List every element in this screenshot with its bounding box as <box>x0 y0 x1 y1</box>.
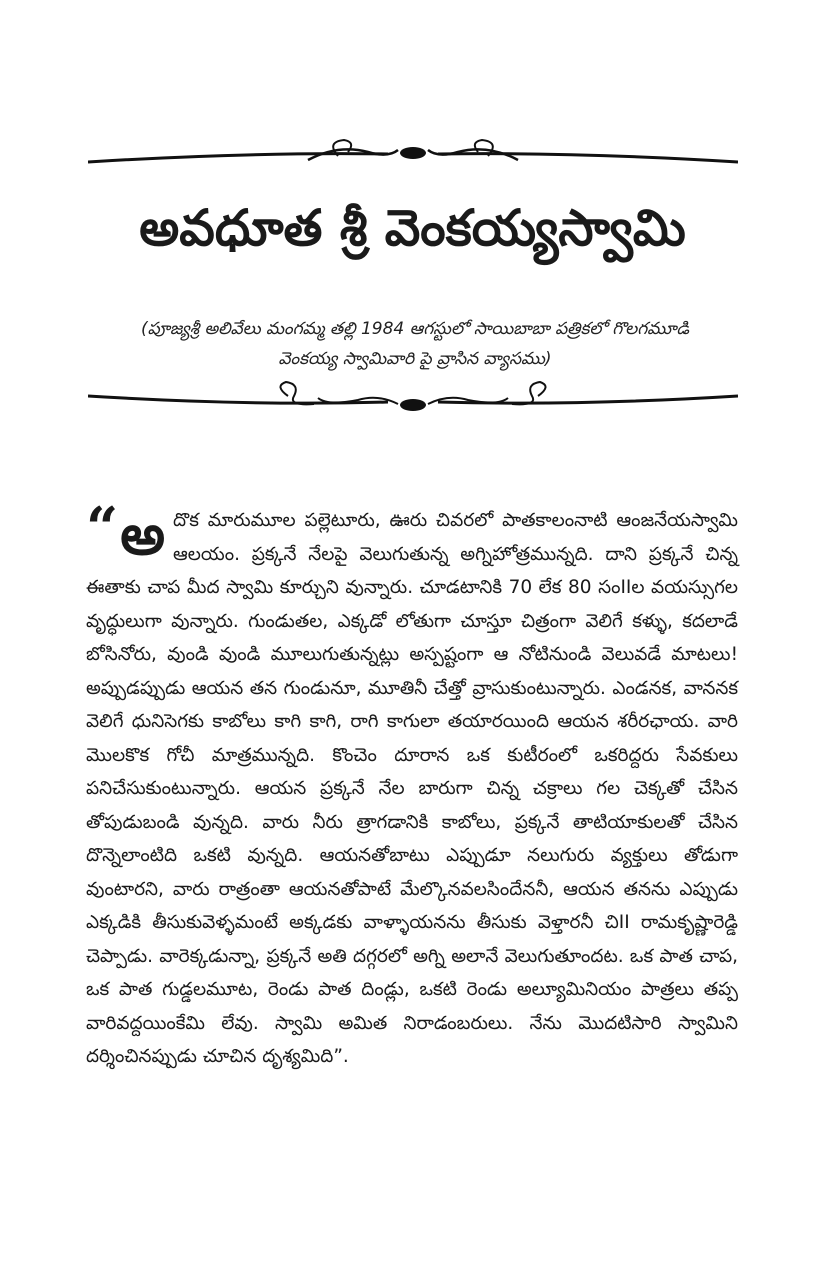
article-paragraph: దొక మారుమూల పల్లెటూరు, ఊరు చివరలో పాతకాలంనాటి ఆంజనేయస్వామి ఆలయం. ప్రక్కనే నేలపై వెలుగుతున్న అగ్నిహోత్రమున్నది. దాని ప్రక్కనే చిన్న ఈతాకు చాప మీద స్వామి కూర్చుని వున్నారు. చూడటానికి 70 లేక 80 సంIIల వయస్సుగల వృద్ధులుగా వున్నారు. గుండుతల, ఎక్కడో లోతుగా చూస్తూ చిత్రంగా వెలిగే కళ్ళు, కదలాడే బోసినోరు, వుండి వుండి మూలుగుతున్నట్లు అస్పష్టంగా ఆ నోటినుండి వెలువడే మాటలు! అప్పుడప్పుడు ఆయన తన గుండునూ, మూతినీ చేత్తో వ్రాసుకుంటున్నారు. ఎండనక, వాననక వెలిగే ధునిసెగకు కాబోలు కాగి కాగి, రాగి కాగులా తయారయింది ఆయన శరీరఛాయ. వారి మొలకొక గోచీ మాత్రమున్నది. కొంచెం దూరాన ఒక కుటీరంలో ఒకరిద్దరు సేవకులు పనిచేసుకుంటున్నారు. ఆయన ప్రక్కనే నేల బారుగా చిన్న చక్రాలు గల చెక్కతో చేసిన తోపుడుబండి వున్నది. వారు నీరు త్రాగడానికి కాబోలు, ప్రక్కనే తాటియాకులతో చేసిన దొన్నెలాంటిది ఒకటి వున్నది. ఆయనతోబాటు ఎప్పుడూ నలుగురు వ్యక్తులు తోడుగా వుంటారని, వారు రాత్రంతా ఆయనతోపాటే మేల్కొనవలసిందేననీ, ఆయన తనను ఎప్పుడు ఎక్కడికి తీసుకువెళ్ళమంటే అక్కడకు వాళ్ళాయనను తీసుకు వెళ్తారనీ చిII రామకృష్ణారెడ్డి చెప్పాడు. వారెక్కడున్నా, ప్రక్కనే అతి దగ్గరలో అగ్ని అలానే వెలుగుతూందట. ఒక పాత చాప, ఒక పాత గుడ్డలమూట, రెండు పాత దిండ్లు, ఒకటి రెండు అల్యూమినియం పాత్రలు తప్ప వారివద్దయింకేమి లేవు. స్వామి అమిత నిరాడంబరులు. నేను మొదటిసారి స్వామిని దర్శించినప్పుడు చూచిన దృశ్యమిది”. <box>86 510 738 1067</box>
drop-cap-letter: అ <box>120 503 166 568</box>
top-flourish-ornament <box>88 134 738 174</box>
subtitle-note: (పూజ్యశ్రీ అలివేలు మంగమ్మ తల్లి 1984 ఆగస్టులో సాయిబాబా పత్రికలో గొలగమూడి వెంకయ్య స్వామివారి పై వ్రాసిన వ్యాసము) <box>140 319 690 369</box>
page-title: అవధూత శ్రీ వెంకయ్యస్వామి <box>139 199 686 257</box>
article-body <box>86 495 738 1074</box>
bottom-flourish-ornament <box>88 380 738 420</box>
opening-quote-mark: “ <box>86 495 119 561</box>
